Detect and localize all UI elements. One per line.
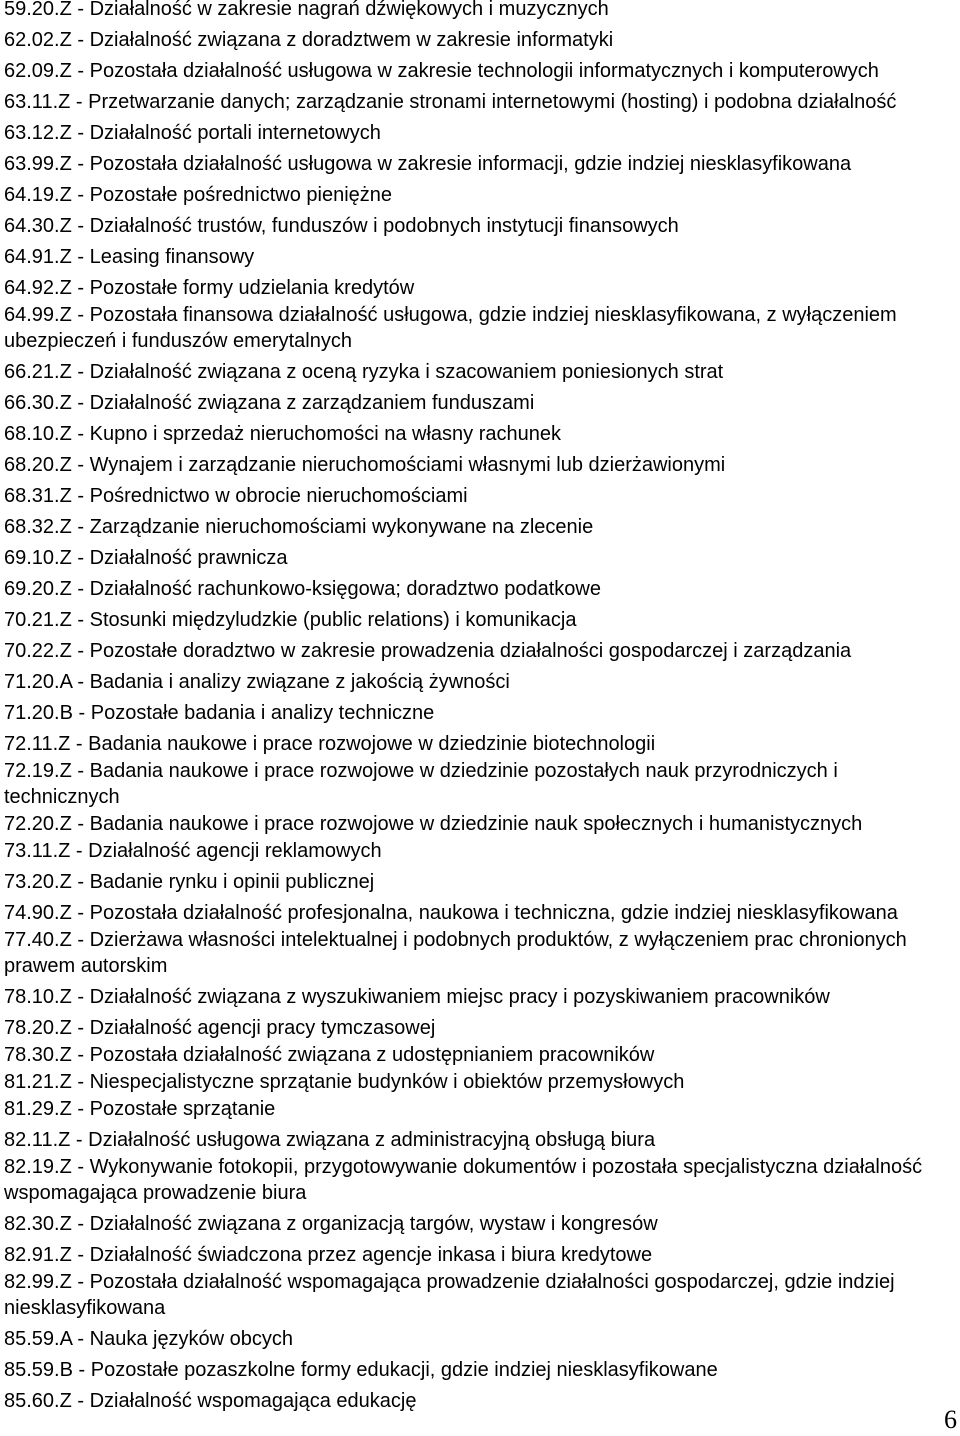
code-separator: -: [71, 547, 90, 569]
list-item: [4, 89, 960, 115]
list-item: [4, 1154, 960, 1206]
activity-code: 85.59.B: [4, 1359, 73, 1381]
code-separator: -: [71, 153, 90, 175]
list-item-line: [4, 483, 960, 509]
list-item: [4, 0, 960, 22]
activity-description: Zarządzanie nieruchomościami wykonywane na zlecenie: [89, 516, 594, 538]
activity-description-continuation: prawem autorskim: [4, 955, 168, 977]
activity-description: Pozostała działalność profesjonalna, naukowa i techniczna, gdzie indziej niesklasyfikowana: [89, 902, 898, 924]
activity-code: 64.19.Z: [4, 184, 72, 206]
activity-description: Badania naukowe i prace rozwojowe w dziedzinie biotechnologii: [88, 733, 656, 755]
activity-description: Działalność związana z wyszukiwaniem miejsc pracy i pozyskiwaniem pracowników: [89, 986, 830, 1008]
list-item: [4, 927, 960, 979]
activity-description: Badania naukowe i prace rozwojowe w dziedzinie pozostałych nauk przyrodniczych i: [89, 760, 838, 782]
pkd-code-list: [4, 0, 960, 1414]
list-item-line: [4, 1357, 960, 1383]
page-number: 6: [944, 1405, 957, 1434]
list-item-line: [4, 638, 960, 664]
activity-code: 77.40.Z: [4, 929, 72, 951]
activity-description: Działalność trustów, funduszów i podobnych instytucji finansowych: [89, 215, 679, 237]
activity-code: 70.21.Z: [4, 609, 72, 631]
activity-code: 78.20.Z: [4, 1017, 72, 1039]
code-separator: -: [71, 122, 90, 144]
list-item: [4, 1269, 960, 1321]
activity-code: 81.29.Z: [4, 1098, 72, 1120]
list-item-line: [4, 359, 960, 385]
code-separator: -: [71, 454, 90, 476]
list-item: [4, 244, 960, 270]
activity-description: Badania naukowe i prace rozwojowe w dziedzinie nauk społecznych i humanistycznych: [89, 813, 863, 835]
activity-description: Działalność związana z oceną ryzyka i szacowaniem poniesionych strat: [89, 361, 724, 383]
activity-code: 59.20.Z: [4, 0, 72, 20]
list-item-line: [4, 811, 960, 837]
activity-code: 64.99.Z: [4, 304, 72, 326]
activity-description: Pozostałe formy udzielania kredytów: [89, 277, 415, 299]
list-item-line: [4, 1269, 960, 1295]
list-item-line: [4, 984, 960, 1010]
list-item: [4, 302, 960, 354]
code-separator: -: [71, 304, 90, 326]
activity-code: 62.09.Z: [4, 60, 72, 82]
activity-code: 64.91.Z: [4, 246, 72, 268]
code-separator: -: [71, 184, 90, 206]
activity-description: Działalność agencji reklamowych: [88, 840, 382, 862]
code-separator: -: [71, 1156, 90, 1178]
activity-description: Pozostała działalność związana z udostępnianiem pracowników: [89, 1044, 655, 1066]
activity-description: Badanie rynku i opinii publicznej: [89, 871, 375, 893]
list-item-line: [4, 700, 960, 726]
code-separator: -: [71, 1328, 90, 1350]
code-separator: -: [70, 733, 89, 755]
code-separator: -: [72, 702, 91, 724]
activity-description: Działalność wspomagająca edukację: [89, 1390, 417, 1412]
list-item-line: [4, 58, 960, 84]
code-separator: -: [71, 929, 90, 951]
list-item-line: [4, 27, 960, 53]
list-item-line: [4, 1326, 960, 1352]
activity-description: Działalność portali internetowych: [89, 122, 381, 144]
activity-description-continuation: niesklasyfikowana: [4, 1297, 166, 1319]
activity-code: 78.10.Z: [4, 986, 72, 1008]
code-separator: -: [71, 1098, 90, 1120]
activity-code: 62.02.Z: [4, 29, 72, 51]
activity-code: 63.11.Z: [4, 91, 71, 113]
list-item: [4, 452, 960, 478]
activity-code: 68.31.Z: [4, 485, 72, 507]
activity-description: Pozostała finansowa działalność usługowa, gdzie indziej niesklasyfikowana, z wyłączeniem: [89, 304, 897, 326]
activity-code: 64.30.Z: [4, 215, 72, 237]
code-separator: -: [71, 29, 90, 51]
activity-description: Dzierżawa własności intelektualnej i podobnych produktów, z wyłączeniem prac chronionych: [89, 929, 907, 951]
list-item-line: [4, 244, 960, 270]
list-item: [4, 182, 960, 208]
list-item-line: [4, 120, 960, 146]
list-item: [4, 390, 960, 416]
activity-code: 81.21.Z: [4, 1071, 72, 1093]
activity-code: 82.11.Z: [4, 1129, 71, 1151]
activity-description: Niespecjalistyczne sprzątanie budynków i obiektów przemysłowych: [89, 1071, 685, 1093]
activity-description: Działalność agencji pracy tymczasowej: [89, 1017, 436, 1039]
activity-description: Działalność prawnicza: [89, 547, 288, 569]
code-separator: -: [71, 1271, 90, 1293]
list-item-line: [4, 213, 960, 239]
list-item-line: [4, 151, 960, 177]
activity-code: 70.22.Z: [4, 640, 72, 662]
activity-code: 63.12.Z: [4, 122, 72, 144]
list-item: [4, 607, 960, 633]
activity-code: 78.30.Z: [4, 1044, 72, 1066]
list-item: [4, 151, 960, 177]
list-item-line: [4, 1242, 960, 1268]
activity-description: Przetwarzanie danych; zarządzanie stronami internetowymi (hosting) i podobna działalność: [88, 91, 897, 113]
list-item: [4, 638, 960, 664]
activity-code: 66.30.Z: [4, 392, 72, 414]
activity-description: Pozostałe badania i analizy techniczne: [90, 702, 435, 724]
activity-code: 71.20.B: [4, 702, 73, 724]
list-item: [4, 1096, 960, 1122]
activity-description: Pozostała działalność usługowa w zakresie technologii informatycznych i komputerowych: [89, 60, 879, 82]
activity-code: 73.11.Z: [4, 840, 71, 862]
activity-description: Pozostałe sprzątanie: [89, 1098, 276, 1120]
list-item-line: [4, 576, 960, 602]
list-item: [4, 514, 960, 540]
code-separator: -: [71, 986, 90, 1008]
code-separator: -: [71, 813, 90, 835]
activity-description: Pozostałe pośrednictwo pieniężne: [89, 184, 393, 206]
activity-code: 85.60.Z: [4, 1390, 72, 1412]
activity-code: 85.59.A: [4, 1328, 72, 1350]
activity-code: 68.20.Z: [4, 454, 72, 476]
code-separator: -: [71, 0, 90, 20]
list-item-line: [4, 182, 960, 208]
activity-description: Pośrednictwo w obrocie nieruchomościami: [89, 485, 468, 507]
list-item: [4, 359, 960, 385]
list-item-line: [4, 1096, 960, 1122]
activity-description: Nauka języków obcych: [89, 1328, 294, 1350]
code-separator: -: [71, 1390, 90, 1412]
activity-description: Działalność usługowa związana z administracyjną obsługą biura: [88, 1129, 656, 1151]
activity-code: 64.92.Z: [4, 277, 72, 299]
code-separator: -: [71, 60, 90, 82]
code-separator: -: [72, 1359, 91, 1381]
list-item: [4, 669, 960, 695]
code-separator: -: [71, 392, 90, 414]
code-separator: -: [71, 485, 90, 507]
code-separator: -: [70, 840, 89, 862]
list-item-line: [4, 838, 960, 864]
activity-code: 68.32.Z: [4, 516, 72, 538]
code-separator: -: [71, 671, 90, 693]
activity-code: 69.10.Z: [4, 547, 72, 569]
code-separator: -: [71, 578, 90, 600]
activity-description: Badania i analizy związane z jakością żywności: [89, 671, 510, 693]
list-item: [4, 1326, 960, 1352]
activity-description-continuation: ubezpieczeń i funduszów emerytalnych: [4, 330, 352, 352]
code-separator: -: [71, 246, 90, 268]
list-item-line: [4, 1127, 960, 1153]
activity-code: 82.91.Z: [4, 1244, 72, 1266]
list-item: [4, 758, 960, 810]
list-item: [4, 1127, 960, 1153]
list-item: [4, 275, 960, 301]
list-item-line: [4, 1069, 960, 1095]
list-item-line: [4, 390, 960, 416]
list-item: [4, 576, 960, 602]
activity-description: Pozostałe pozaszkolne formy edukacji, gdzie indziej niesklasyfikowane: [90, 1359, 718, 1381]
list-item-line: [4, 869, 960, 895]
code-separator: -: [70, 1129, 89, 1151]
activity-code: 63.99.Z: [4, 153, 72, 175]
list-item: [4, 1069, 960, 1095]
activity-description: Działalność związana z zarządzaniem funduszami: [89, 392, 535, 414]
list-item: [4, 483, 960, 509]
activity-description: Działalność w zakresie nagrań dźwiękowych i muzycznych: [89, 0, 609, 20]
list-item: [4, 1388, 960, 1414]
activity-description: Kupno i sprzedaż nieruchomości na własny rachunek: [89, 423, 561, 445]
activity-code: 66.21.Z: [4, 361, 72, 383]
activity-code: 82.99.Z: [4, 1271, 72, 1293]
activity-description: Pozostała działalność wspomagająca prowadzenie działalności gospodarczej, gdzie indziej: [89, 1271, 895, 1293]
code-separator: -: [71, 423, 90, 445]
activity-code: 82.19.Z: [4, 1156, 72, 1178]
activity-description: Działalność świadczona przez agencje inkasa i biura kredytowe: [89, 1244, 653, 1266]
activity-description: Leasing finansowy: [89, 246, 255, 268]
list-item-line: [4, 669, 960, 695]
list-item: [4, 838, 960, 864]
list-item: [4, 1211, 960, 1237]
activity-description: Działalność związana z doradztwem w zakresie informatyki: [89, 29, 614, 51]
activity-code: 71.20.A: [4, 671, 72, 693]
list-item: [4, 731, 960, 757]
list-item: [4, 1357, 960, 1383]
list-item: [4, 58, 960, 84]
list-item: [4, 421, 960, 447]
activity-code: 72.19.Z: [4, 760, 72, 782]
list-item-line: [4, 1154, 960, 1180]
list-item-line: [4, 421, 960, 447]
list-item: [4, 1042, 960, 1068]
code-separator: -: [71, 871, 90, 893]
list-item: [4, 213, 960, 239]
list-item-line: [4, 1042, 960, 1068]
code-separator: -: [71, 215, 90, 237]
list-item: [4, 700, 960, 726]
code-separator: -: [71, 760, 90, 782]
list-item-line: [4, 545, 960, 571]
list-item-line: [4, 89, 960, 115]
code-separator: -: [71, 640, 90, 662]
activity-code: 72.11.Z: [4, 733, 71, 755]
code-separator: -: [71, 516, 90, 538]
list-item-line: [4, 1388, 960, 1414]
code-separator: -: [71, 277, 90, 299]
activity-code: 68.10.Z: [4, 423, 72, 445]
list-item-line: [4, 758, 960, 784]
activity-description: Działalność rachunkowo-księgowa; doradztwo podatkowe: [89, 578, 601, 600]
list-item-line: [4, 275, 960, 301]
list-item: [4, 120, 960, 146]
list-item-line: [4, 452, 960, 478]
list-item-line: [4, 731, 960, 757]
activity-code: 72.20.Z: [4, 813, 72, 835]
activity-description-continuation: wspomagająca prowadzenie biura: [4, 1182, 307, 1204]
activity-description: Wynajem i zarządzanie nieruchomościami własnymi lub dzierżawionymi: [89, 454, 726, 476]
list-item-line: [4, 514, 960, 540]
list-item: [4, 1242, 960, 1268]
activity-description: Pozostałe doradztwo w zakresie prowadzenia działalności gospodarczej i zarządzania: [89, 640, 852, 662]
activity-description: Wykonywanie fotokopii, przygotowywanie dokumentów i pozostała specjalistyczna działalność: [89, 1156, 923, 1178]
code-separator: -: [71, 1044, 90, 1066]
list-item-line: [4, 927, 960, 953]
list-item: [4, 811, 960, 837]
activity-code: 73.20.Z: [4, 871, 72, 893]
list-item-line: [4, 302, 960, 328]
code-separator: -: [71, 361, 90, 383]
activity-description: Stosunki międzyludzkie (public relations) i komunikacja: [89, 609, 577, 631]
code-separator: -: [70, 91, 89, 113]
list-item: [4, 869, 960, 895]
activity-code: 74.90.Z: [4, 902, 72, 924]
code-separator: -: [71, 1017, 90, 1039]
list-item: [4, 27, 960, 53]
activity-description-continuation: technicznych: [4, 786, 120, 808]
code-separator: -: [71, 1244, 90, 1266]
activity-description: Działalność związana z organizacją targów, wystaw i kongresów: [89, 1213, 658, 1235]
code-separator: -: [71, 609, 90, 631]
list-item: [4, 545, 960, 571]
list-item-line: [4, 1015, 960, 1041]
activity-code: 82.30.Z: [4, 1213, 72, 1235]
list-item: [4, 900, 960, 926]
activity-code: 69.20.Z: [4, 578, 72, 600]
list-item-line: [4, 900, 960, 926]
list-item-line: [4, 1211, 960, 1237]
code-separator: -: [71, 1213, 90, 1235]
code-separator: -: [71, 902, 90, 924]
list-item-line: [4, 0, 960, 22]
list-item-line: [4, 607, 960, 633]
list-item: [4, 1015, 960, 1041]
list-item: [4, 984, 960, 1010]
activity-description: Pozostała działalność usługowa w zakresie informacji, gdzie indziej niesklasyfikowana: [89, 153, 852, 175]
code-separator: -: [71, 1071, 90, 1093]
